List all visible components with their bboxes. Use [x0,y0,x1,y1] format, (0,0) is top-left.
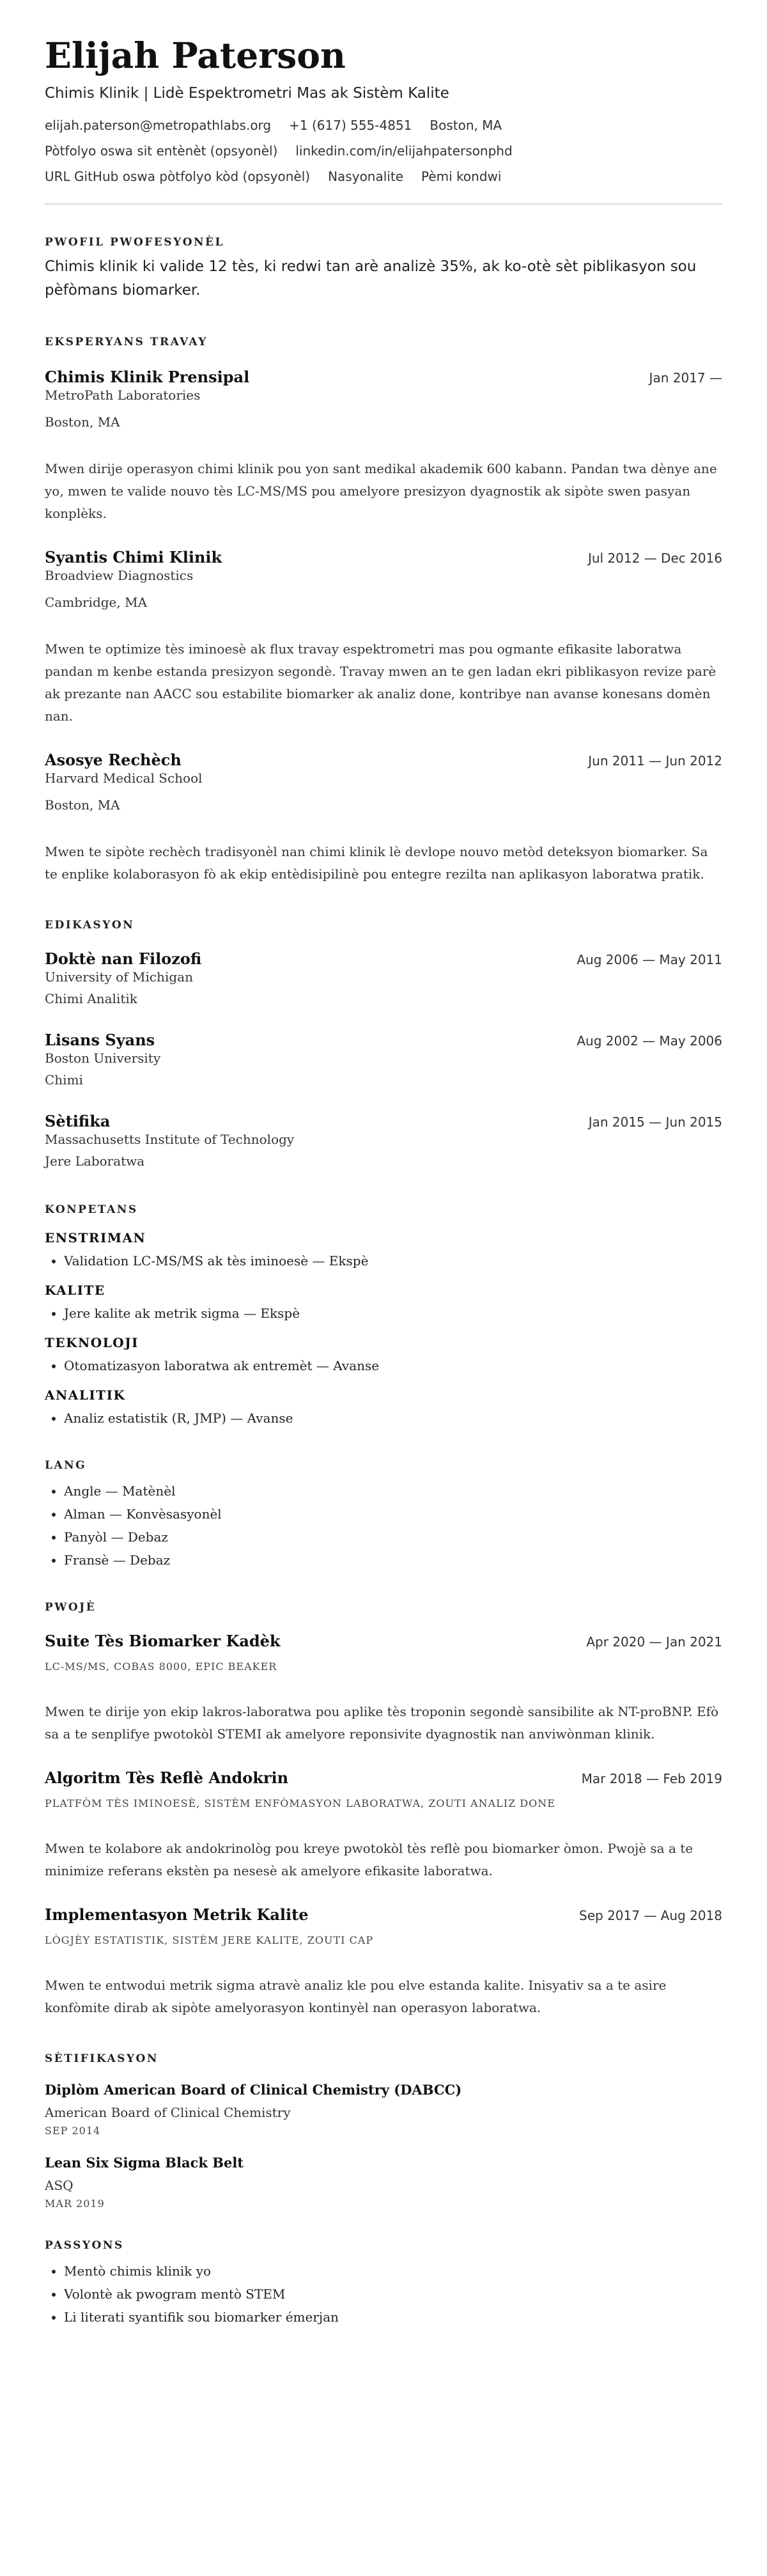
project-title: Suite Tès Biomarker Kadèk [45,1632,281,1650]
job-description: Mwen te sipòte rechèch tradisyonèl nan chimi klinik lè devlope nouvo metòd deteksyon biomarker. Sa te enplike kolaborasyon fò ak ekip entèdisipilinè pou entegre rezilta nan aplikasyon laboratwa pratik. [45,844,708,882]
certification-issuer: American Board of Clinical Chemistry [45,2105,291,2120]
certification-date: MAR 2019 [45,2197,105,2210]
skill-list [45,1249,722,1272]
degree-title: Doktè nan Filozofi [45,949,202,968]
email-link[interactable]: elijah.paterson@metropathlabs.org [45,118,272,133]
skill-group-title: ANALITIK [45,1387,126,1403]
headline: Chimis Klinik | Lidè Espektrometri Mas ak Sistèm Kalite [45,85,449,102]
skill-list [45,1407,722,1430]
education-entry [45,1112,722,1170]
language-item: • Angle — Matènèl [64,1479,722,1503]
languages-section-title: LANG [45,1459,87,1472]
passion-item: • Li literati syantifik sou biomarker émerjan [64,2306,722,2329]
job-dates: Jan 2017 — [649,370,722,386]
project-entry [45,1768,722,1882]
job-employer: MetroPath Laboratories [45,387,201,403]
experience-entry [45,548,722,728]
job-location: Boston, MA [45,797,120,813]
location-text: Boston, MA [430,118,502,133]
field-of-study: Chimi [45,1072,83,1088]
skill-item: • Analiz estatistik (R, JMP) — Avanse [64,1407,722,1430]
job-employer: Broadview Diagnostics [45,568,194,583]
job-description: Mwen dirije operasyon chimi klinik pou yon sant medikal akademik 600 kabann. Pandan twa dènye ane yo, mwen te valide nouvo tès LC-MS/MS pou amelyore presizyon dyagnostik ak sipòte swen pasyan konplèks. [45,461,717,521]
profile-section-title: PWOFIL PWOFESYONÈL [45,236,224,249]
experience-entry [45,368,722,525]
school-name: University of Michigan [45,969,193,985]
certifications-section-title: SÈTIFIKASYON [45,2052,159,2065]
project-tags: LÒGJÈY ESTATISTIK, SISTÈM JERE KALITE, ZOUTI CAP [45,1934,374,1946]
job-title: Chimis Klinik Prensipal [45,368,250,386]
education-entry [45,1031,722,1089]
languages-list [45,1479,722,1572]
certification-date: SEP 2014 [45,2125,101,2137]
degree-title: Sètifika [45,1112,111,1130]
header-divider [45,203,722,205]
field-of-study: Jere Laboratwa [45,1153,145,1169]
experience-entry [45,751,722,886]
phone-text: +1 (617) 555-4851 [289,118,412,133]
project-description: Mwen te kolabore ak andokrinològ pou kreye pwotokòl tès reflè pou biomarker òmon. Pwojè sa a te minimize referans ekstèn pa nesesè ak amelyore efikasite laboratwa. [45,1841,693,1878]
skill-item: • Otomatizasyon laboratwa ak entremèt — Avanse [64,1354,722,1377]
project-dates: Mar 2018 — Feb 2019 [581,1771,722,1786]
project-description: Mwen te dirije yon ekip lakros-laboratwa pou aplike tès troponin segondè sansibilite ak NT-proBNP. Efò sa a te senplifye pwotokòl STEMI ak amelyore reponsivite dyagnostik nan anviwònman klinik. [45,1704,719,1742]
field-of-study: Chimi Analitik [45,991,137,1006]
job-description: Mwen te optimize tès iminoesè ak flux travay espektrometri mas pou ogmante efikasite laboratwa pandan m kenbe estanda presizyon segondè. Travay mwen an te gen ladan ekri piblikasyon revize parè ak prezante nan AACC sou estabilite biomarker ak analiz done, kontribye nan avanse konesans domèn nan. [45,641,717,724]
education-entry [45,949,722,1008]
skill-group-title: ENSTRIMAN [45,1230,146,1245]
github-link[interactable]: URL GitHub oswa pòtfolyo kòd (opsyonèl) [45,169,311,184]
license-text: Pèmi kondwi [421,169,502,184]
job-dates: Jun 2011 — Jun 2012 [588,753,722,769]
skill-item: • Jere kalite ak metrik sigma — Ekspè [64,1302,722,1325]
language-item: • Alman — Konvèsasyonèl [64,1503,722,1526]
nationality-text: Nasyonalite [328,169,403,184]
language-item: • Fransè — Debaz [64,1549,722,1572]
degree-title: Lisans Syans [45,1031,155,1049]
project-entry [45,1632,722,1745]
job-location: Boston, MA [45,414,120,430]
passion-item: • Mentò chimis klinik yo [64,2260,722,2283]
passion-item: • Volontè ak pwogram mentò STEM [64,2283,722,2306]
job-title: Syantis Chimi Klinik [45,548,222,566]
job-title: Asosye Rechèch [45,751,182,769]
candidate-name: Elijah Paterson [45,35,346,76]
skills-section-title: KONPETANS [45,1203,138,1216]
job-location: Cambridge, MA [45,595,148,610]
certification-entry [45,2155,722,2210]
project-title: Algoritm Tès Reflè Andokrin [45,1768,289,1787]
certification-title: Lean Six Sigma Black Belt [45,2155,244,2171]
linkedin-link[interactable]: linkedin.com/in/elijahpatersonphd [295,143,513,159]
school-name: Massachusetts Institute of Technology [45,1132,295,1147]
portfolio-link[interactable]: Pòtfolyo oswa sit entènèt (opsyonèl) [45,143,278,159]
project-entry [45,1905,722,2019]
project-tags: PLATFÒM TÈS IMINOESÈ, SISTÈM ENFÒMASYON LABORATWA, ZOUTI ANALIZ DONE [45,1797,555,1809]
passions-list [45,2260,722,2329]
project-dates: Apr 2020 — Jan 2021 [586,1634,722,1650]
profile-summary: Chimis klinik ki valide 12 tès, ki redwi tan arè analizè 35%, ak ko-otè sèt piblikasyon sou pèfòmans biomarker. [45,258,697,299]
skill-group-title: KALITE [45,1283,105,1298]
job-dates: Jul 2012 — Dec 2016 [587,550,722,566]
certification-title: Diplòm American Board of Clinical Chemistry (DABCC) [45,2082,462,2098]
passions-section-title: PASSYONS [45,2239,124,2252]
projects-section-title: PWOJÈ [45,1601,97,1614]
school-name: Boston University [45,1050,161,1066]
skill-list [45,1302,722,1325]
project-tags: LC-MS/MS, COBAS 8000, EPIC BEAKER [45,1660,277,1673]
experience-section-title: EKSPERYANS TRAVAY [45,336,208,348]
project-title: Implementasyon Metrik Kalite [45,1905,309,1924]
project-dates: Sep 2017 — Aug 2018 [579,1908,722,1923]
certification-issuer: ASQ [45,2178,74,2193]
language-item: • Panyòl — Debaz [64,1526,722,1549]
education-dates: Jan 2015 — Jun 2015 [588,1114,722,1130]
job-employer: Harvard Medical School [45,770,203,786]
skill-group-title: TEKNOLOJI [45,1335,139,1350]
contact-row [45,118,722,133]
education-dates: Aug 2002 — May 2006 [577,1033,722,1049]
extra-row [45,169,722,184]
links-row [45,143,722,159]
education-dates: Aug 2006 — May 2011 [577,952,722,967]
skill-list [45,1354,722,1377]
skill-item: • Validation LC-MS/MS ak tès iminoesè — Ekspè [64,1249,722,1272]
project-description: Mwen te entwodui metrik sigma atravè analiz kle pou elve estanda kalite. Inisyativ sa a te asire konfòmite dirab ak sipòte amelyorasyon kontinyèl nan operasyon laboratwa. [45,1978,667,2015]
certification-entry [45,2082,722,2137]
education-section-title: EDIKASYON [45,919,135,932]
